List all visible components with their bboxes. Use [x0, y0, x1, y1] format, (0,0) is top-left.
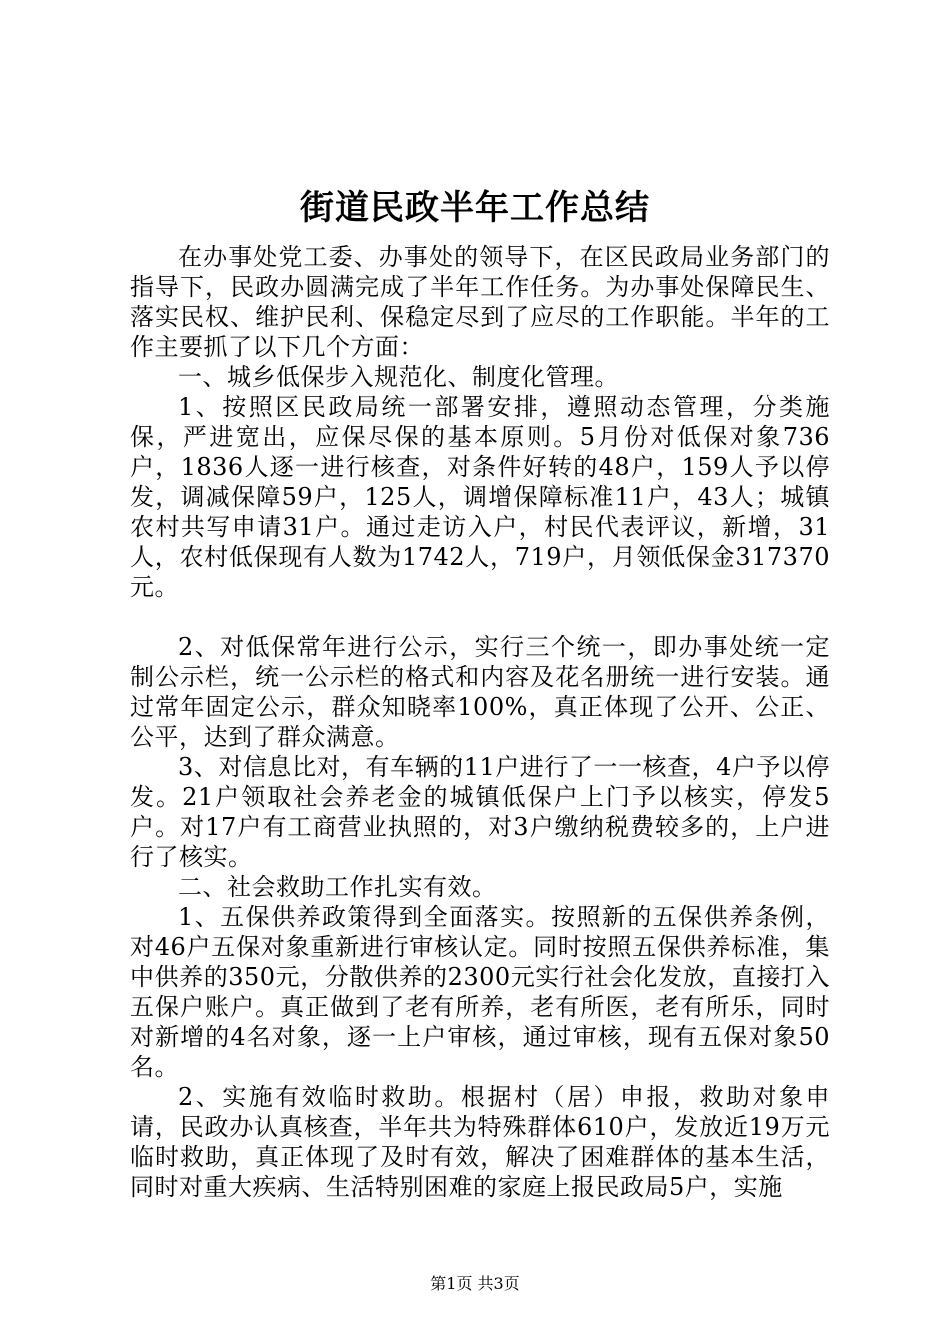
page-number-footer: 第1页 共3页 — [430, 1274, 520, 1293]
paragraph-intro: 在办事处党工委、办事处的领导下，在区民政局业务部门的指导下，民政办圆满完成了半年工作任务。为办事处保障民生、落实民权、维护民利、保稳定尽到了应尽的工作职能。半年的工作主要抓了以下几个方面： — [130, 243, 830, 361]
paragraph-2-1: 1、五保供养政策得到全面落实。按照新的五保供养条例，对46户五保对象重新进行审核认定。同时按照五保供养标准，集中供养的350元，分散供养的2300元实行社会化发放，直接打入五保户账户。真正做到了老有所养，老有所医，老有所乐，同时对新增的4名对象，逐一上户审核，通过审核，现有五保对象50名。 — [130, 903, 830, 1081]
section-heading-1: 一、城乡低保步入规范化、制度化管理。 — [178, 363, 619, 391]
paragraph-2-2: 2、实施有效临时救助。根据村（居）申报，救助对象申请，民政办认真核查，半年共为特殊群体610户，发放近19万元临时救助，真正体现了及时有效，解决了困难群体的基本生活，同时对重大疾病、生活特别困难的家庭上报民政局5户，实施 — [130, 1083, 830, 1201]
document-body — [130, 242, 830, 1202]
paragraph-1-2: 2、对低保常年进行公示，实行三个统一，即办事处统一定制公示栏，统一公示栏的格式和内容及花名册统一进行安装。通过常年固定公示，群众知晓率100%，真正体现了公开、公正、公平，达到了群众满意。 — [130, 633, 830, 751]
document-title: 街道民政半年工作总结 — [300, 188, 650, 228]
section-heading-2: 二、社会救助工作扎实有效。 — [178, 873, 497, 901]
paragraph-1-3: 3、对信息比对，有车辆的11户进行了一一核查，4户予以停发。21户领取社会养老金的城镇低保户上门予以核实，停发5户。对17户有工商营业执照的，对3户缴纳税费较多的，上户进行了核实。 — [130, 753, 830, 871]
paragraph-1-1: 1、按照区民政局统一部署安排，遵照动态管理，分类施保，严进宽出，应保尽保的基本原则。5月份对低保对象736户，1836人逐一进行核查，对条件好转的48户，159人予以停发，调减保障59户，125人，调增保障标准11户，43人；城镇农村共写申请31户。通过走访入户，村民代表评议，新增，31人，农村低保现有人数为1742人，719户，月领低保金317370元。 — [130, 393, 830, 601]
